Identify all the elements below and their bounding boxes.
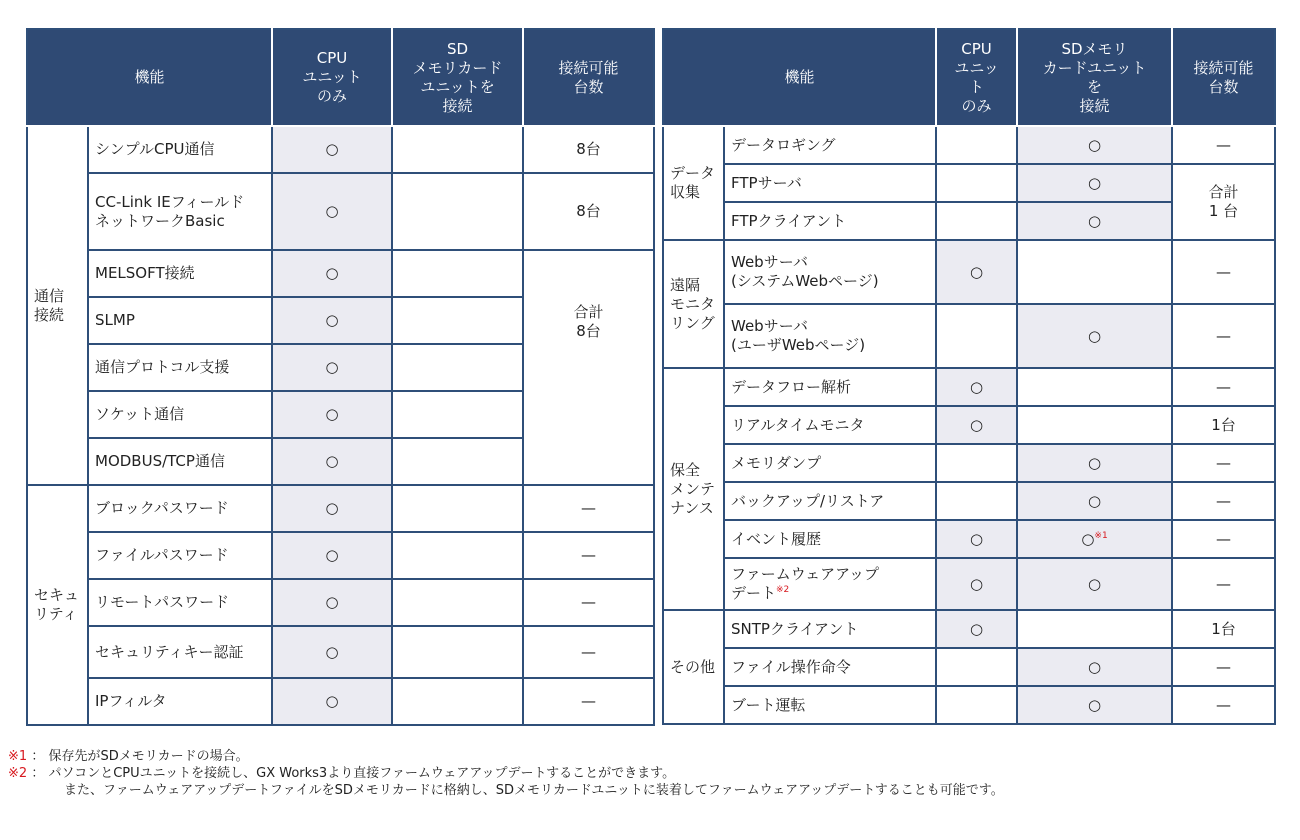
sd-mark: ○ <box>1081 529 1095 548</box>
count-cell: — <box>523 485 654 532</box>
func-realtime-monitor: リアルタイムモニタ <box>724 406 936 444</box>
cpu-mark: ○ <box>936 406 1017 444</box>
sd-cell-empty <box>392 297 523 344</box>
func-firmware-update <box>724 558 936 610</box>
func-slmp: SLMP <box>88 297 272 344</box>
func-socket-comm: ソケット通信 <box>88 391 272 438</box>
right-header-connectable: 接続可能 台数 <box>1172 29 1275 126</box>
sd-mark: ○ <box>1017 126 1172 164</box>
count-cell-total-8: 合計 8台 <box>523 250 654 485</box>
group-security: セキュ リティ <box>27 485 88 725</box>
func-sntp-client: SNTPクライアント <box>724 610 936 648</box>
sd-cell-empty <box>392 250 523 297</box>
count-cell: — <box>523 678 654 725</box>
func-memory-dump: メモリダンプ <box>724 444 936 482</box>
cpu-mark: ○ <box>272 438 392 485</box>
count-cell: — <box>523 532 654 579</box>
func-web-server-user: Webサーバ (ユーザWebページ) <box>724 304 936 368</box>
footnotes <box>8 748 1004 799</box>
sd-mark: ○ <box>1017 686 1172 724</box>
left-spec-table <box>26 28 655 726</box>
left-header-connectable: 接続可能 台数 <box>523 29 654 126</box>
sd-cell-empty <box>392 626 523 678</box>
footnote-1-sep: ： <box>31 749 45 764</box>
count-cell: — <box>523 626 654 678</box>
count-cell: — <box>523 579 654 626</box>
cpu-mark: ○ <box>272 391 392 438</box>
cpu-mark: ○ <box>272 344 392 391</box>
right-header-cpu-only: CPU ユニッ ト のみ <box>936 29 1017 126</box>
sd-cell-empty <box>392 678 523 725</box>
cpu-mark: ○ <box>272 126 392 173</box>
note-ref-1: ※1 <box>1094 530 1108 541</box>
func-ftp-server: FTPサーバ <box>724 164 936 202</box>
cpu-cell-empty <box>936 126 1017 164</box>
func-data-logging: データロギング <box>724 126 936 164</box>
func-security-key-auth: セキュリティキー認証 <box>88 626 272 678</box>
func-ip-filter: IPフィルタ <box>88 678 272 725</box>
footnote-2 <box>8 765 1004 782</box>
cpu-mark: ○ <box>936 368 1017 406</box>
count-cell: — <box>1172 648 1275 686</box>
cpu-cell-empty <box>936 164 1017 202</box>
count-cell: 1台 <box>1172 406 1275 444</box>
footnote-1-mark: ※1 <box>8 749 28 764</box>
cpu-mark: ○ <box>936 610 1017 648</box>
func-simple-cpu-comm: シンプルCPU通信 <box>88 126 272 173</box>
func-data-flow-analysis: データフロー解析 <box>724 368 936 406</box>
left-header-sd-card: SD メモリカード ユニットを 接続 <box>392 29 523 126</box>
group-comm-connection: 通信 接続 <box>27 126 88 485</box>
footnote-2-mark: ※2 <box>8 766 28 781</box>
group-data-collection: データ 収集 <box>663 126 724 240</box>
footnote-2-text: パソコンとCPUユニットを接続し、GX Works3より直接ファームウェアアップデートすることができます。 <box>48 766 676 781</box>
count-cell: 8台 <box>523 126 654 173</box>
group-other: その他 <box>663 610 724 724</box>
cpu-cell-empty <box>936 482 1017 520</box>
cpu-mark: ○ <box>272 485 392 532</box>
func-block-password: ブロックパスワード <box>88 485 272 532</box>
func-web-server-system: Webサーバ (システムWebページ) <box>724 240 936 304</box>
count-cell: — <box>1172 368 1275 406</box>
note-ref-2: ※2 <box>776 585 790 595</box>
func-file-password: ファイルパスワード <box>88 532 272 579</box>
count-cell: — <box>1172 686 1275 724</box>
count-cell: — <box>1172 558 1275 610</box>
cpu-cell-empty <box>936 304 1017 368</box>
footnote-2-sep: ： <box>31 766 45 781</box>
cpu-mark: ○ <box>272 297 392 344</box>
count-cell: 1台 <box>1172 610 1275 648</box>
func-melsoft-connection: MELSOFT接続 <box>88 250 272 297</box>
sd-mark: ○ <box>1017 202 1172 240</box>
sd-cell-empty <box>1017 240 1172 304</box>
cpu-cell-empty <box>936 202 1017 240</box>
sd-cell-empty <box>392 532 523 579</box>
func-event-history: イベント履歴 <box>724 520 936 558</box>
left-header-cpu-only: CPU ユニット のみ <box>272 29 392 126</box>
cpu-mark: ○ <box>272 579 392 626</box>
right-header-sd-unit: SDメモリ カードユニット を 接続 <box>1017 29 1172 126</box>
sd-mark: ○ <box>1017 558 1172 610</box>
count-cell-total-1: 合計 1 台 <box>1172 164 1275 240</box>
sd-mark: ○ <box>1017 304 1172 368</box>
sd-cell-empty <box>392 344 523 391</box>
cpu-mark: ○ <box>272 678 392 725</box>
sd-cell-empty <box>392 391 523 438</box>
footnote-1 <box>8 748 1004 765</box>
count-cell: — <box>1172 520 1275 558</box>
count-cell: — <box>1172 240 1275 304</box>
left-header-function: 機能 <box>27 29 272 126</box>
footnote-1-text: 保存先がSDメモリカードの場合。 <box>48 749 249 764</box>
count-cell: — <box>1172 126 1275 164</box>
cpu-mark: ○ <box>272 626 392 678</box>
sd-cell-empty <box>1017 406 1172 444</box>
footnote-2-continuation: また、ファームウェアアップデートファイルをSDメモリカードに格納し、SDメモリカードユニットに装着してファームウェアアップデートすることも可能です。 <box>64 783 1004 798</box>
sd-cell-empty <box>392 579 523 626</box>
cpu-cell-empty <box>936 648 1017 686</box>
right-spec-table <box>662 28 1276 725</box>
count-cell: — <box>1172 444 1275 482</box>
sd-mark-with-note <box>1017 520 1172 558</box>
sd-cell-empty <box>392 126 523 173</box>
cpu-mark: ○ <box>272 173 392 250</box>
cpu-cell-empty <box>936 686 1017 724</box>
cpu-cell-empty <box>936 444 1017 482</box>
func-backup-restore: バックアップ/リストア <box>724 482 936 520</box>
func-cc-link-ie-field-basic: CC-Link IEフィールド ネットワークBasic <box>88 173 272 250</box>
func-file-operation-instruction: ファイル操作命令 <box>724 648 936 686</box>
cpu-mark: ○ <box>936 520 1017 558</box>
sd-mark: ○ <box>1017 444 1172 482</box>
sd-cell-empty <box>392 438 523 485</box>
sd-cell-empty <box>1017 610 1172 648</box>
cpu-mark: ○ <box>272 532 392 579</box>
count-cell: — <box>1172 304 1275 368</box>
func-comm-protocol-support: 通信プロトコル支援 <box>88 344 272 391</box>
right-header-function: 機能 <box>663 29 936 126</box>
sd-mark: ○ <box>1017 482 1172 520</box>
sd-cell-empty <box>392 485 523 532</box>
func-ftp-client: FTPクライアント <box>724 202 936 240</box>
count-cell: — <box>1172 482 1275 520</box>
group-remote-monitoring: 遠隔 モニタ リング <box>663 240 724 368</box>
func-modbus-tcp-comm: MODBUS/TCP通信 <box>88 438 272 485</box>
func-remote-password: リモートパスワード <box>88 579 272 626</box>
cpu-mark: ○ <box>936 240 1017 304</box>
cpu-mark: ○ <box>936 558 1017 610</box>
sd-cell-empty <box>1017 368 1172 406</box>
cpu-mark: ○ <box>272 250 392 297</box>
count-cell: 8台 <box>523 173 654 250</box>
func-boot-operation: ブート運転 <box>724 686 936 724</box>
func-firmware-update-label: ファームウェアアップ デート <box>731 565 880 602</box>
sd-cell-empty <box>392 173 523 250</box>
sd-mark: ○ <box>1017 648 1172 686</box>
sd-mark: ○ <box>1017 164 1172 202</box>
group-maintenance: 保全 メンテ ナンス <box>663 368 724 610</box>
